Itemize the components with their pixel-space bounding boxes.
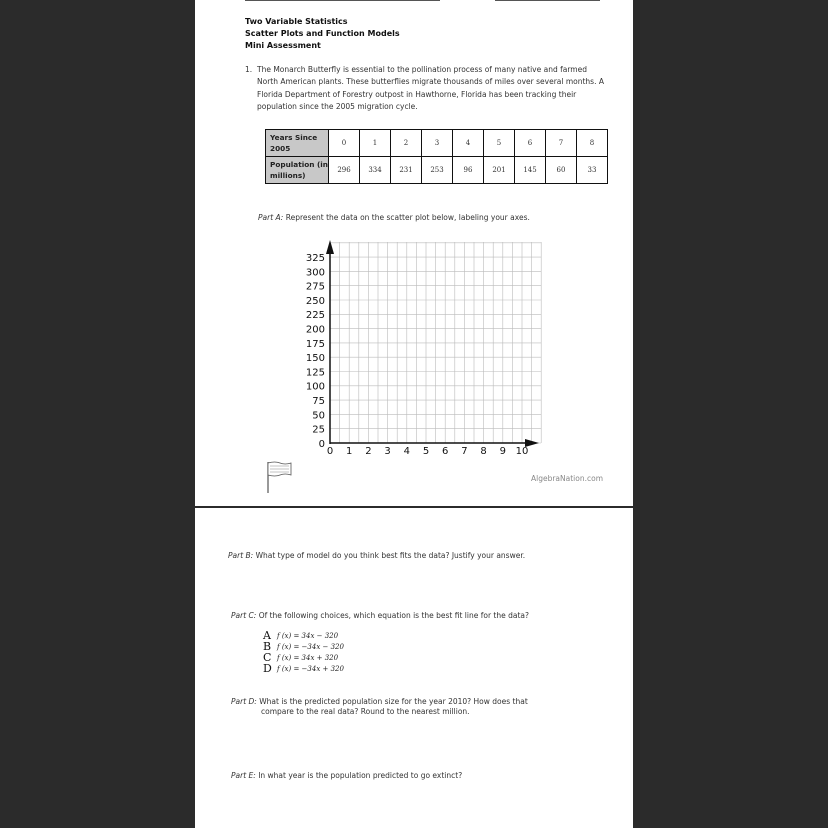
y-tick-label: 300 <box>305 267 325 279</box>
year-cell: 4 <box>453 130 484 157</box>
data-table <box>265 129 608 184</box>
title-line-3: Mini Assessment <box>245 41 321 50</box>
x-tick-label: 4 <box>403 446 410 457</box>
y-tick-label: 125 <box>305 367 325 379</box>
year-cell: 6 <box>515 130 546 157</box>
question-1 <box>245 64 610 114</box>
x-tick-label: 2 <box>365 446 372 457</box>
years-header: Years Since 2005 <box>266 130 329 157</box>
part-d-prompt-cont: compare to the real data? Round to the nearest million. <box>261 707 470 716</box>
part-a-text: Represent the data on the scatter plot below, labeling your axes. <box>285 213 530 222</box>
worksheet-page-2 <box>195 508 633 828</box>
part-b-label: Part B: <box>228 551 254 560</box>
part-e-label: Part E: <box>231 771 256 780</box>
part-d-text-1: What is the predicted population size for the year 2010? How does that <box>259 697 528 706</box>
part-a-prompt <box>258 213 530 223</box>
y-tick-label: 275 <box>305 281 325 293</box>
y-tick-label: 0 <box>318 438 325 450</box>
y-axis-arrow <box>326 240 334 254</box>
y-tick-label: 225 <box>305 310 325 322</box>
population-cell: 201 <box>484 157 515 184</box>
part-a-label: Part A: <box>258 213 284 222</box>
part-d-label: Part D: <box>231 697 257 706</box>
site-credit: AlgebraNation.com <box>531 474 604 483</box>
year-cell: 3 <box>422 130 453 157</box>
x-tick-label: 8 <box>480 446 487 457</box>
x-tick-label: 10 <box>515 446 529 457</box>
population-cell: 33 <box>577 157 608 184</box>
y-tick-label: 250 <box>305 295 325 307</box>
date-blank-line <box>495 0 600 1</box>
choice-letter: A <box>263 629 271 642</box>
year-cell: 2 <box>391 130 422 157</box>
name-blank-line <box>245 0 440 1</box>
choice-equation: f (x) = 34x + 320 <box>277 654 339 662</box>
x-tick-label: 9 <box>499 446 506 457</box>
population-cell: 96 <box>453 157 484 184</box>
year-cell: 1 <box>360 130 391 157</box>
question-number: 1. <box>245 65 253 74</box>
population-cell: 253 <box>422 157 453 184</box>
x-tick-labels <box>327 446 529 457</box>
choice-letter: C <box>263 651 272 664</box>
worksheet-page-1 <box>195 0 633 506</box>
population-header: Population (in millions) <box>266 157 329 184</box>
part-b-text: What type of model do you think best fits the data? Justify your answer. <box>255 551 526 560</box>
part-d-prompt <box>231 697 528 707</box>
x-tick-label: 3 <box>384 446 391 457</box>
title-line-2: Scatter Plots and Function Models <box>245 29 400 38</box>
table-row-years <box>266 130 608 157</box>
part-b-prompt <box>228 551 525 561</box>
part-e-prompt <box>231 771 462 781</box>
y-tick-label: 100 <box>305 381 325 393</box>
x-tick-label: 1 <box>346 446 353 457</box>
x-tick-label: 0 <box>326 446 334 457</box>
choice-letter: B <box>263 640 272 653</box>
question-text: The Monarch Butterfly is essential to the pollination process of many native and farmed North American plants. These butterflies migrate thousands of miles over several months. A Florida Department of Forestry outpost in Hawthorne, Florida has been tracking their population since the 2005 migration cycle. <box>257 65 604 112</box>
population-cell: 334 <box>360 157 391 184</box>
year-cell: 0 <box>329 130 360 157</box>
y-tick-label: 50 <box>312 410 325 422</box>
population-cell: 231 <box>391 157 422 184</box>
population-cell: 60 <box>546 157 577 184</box>
part-e-text: In what year is the population predicted to go extinct? <box>258 771 463 780</box>
year-cell: 5 <box>484 130 515 157</box>
x-tick-label: 7 <box>461 446 468 457</box>
year-cell: 7 <box>546 130 577 157</box>
y-tick-label: 75 <box>312 396 325 407</box>
y-tick-label: 150 <box>305 353 325 365</box>
title-line-1: Two Variable Statistics <box>245 17 348 26</box>
part-c-text: Of the following choices, which equation is the best fit line for the data? <box>258 611 529 620</box>
y-tick-label: 25 <box>312 424 325 436</box>
year-cell: 8 <box>577 130 608 157</box>
choice-letter: D <box>263 662 272 675</box>
population-cell: 296 <box>329 157 360 184</box>
part-c-label: Part C: <box>231 611 257 620</box>
x-tick-label: 6 <box>442 446 449 457</box>
x-tick-label: 5 <box>422 446 430 457</box>
scatter-plot-grid[interactable] <box>295 236 555 460</box>
y-tick-label: 200 <box>305 324 325 336</box>
algebra-nation-logo <box>265 460 293 494</box>
y-tick-label: 175 <box>305 338 325 350</box>
choice-equation: f (x) = 34x − 320 <box>277 632 339 640</box>
y-tick-label: 325 <box>305 253 325 264</box>
y-tick-labels <box>306 253 325 450</box>
table-row-population <box>266 157 608 184</box>
part-c-prompt <box>231 611 529 621</box>
grid-lines <box>330 242 541 443</box>
population-cell: 145 <box>515 157 546 184</box>
choice-equation: f (x) = −34x + 320 <box>277 665 344 673</box>
choice-equation: f (x) = −34x − 320 <box>277 643 344 651</box>
